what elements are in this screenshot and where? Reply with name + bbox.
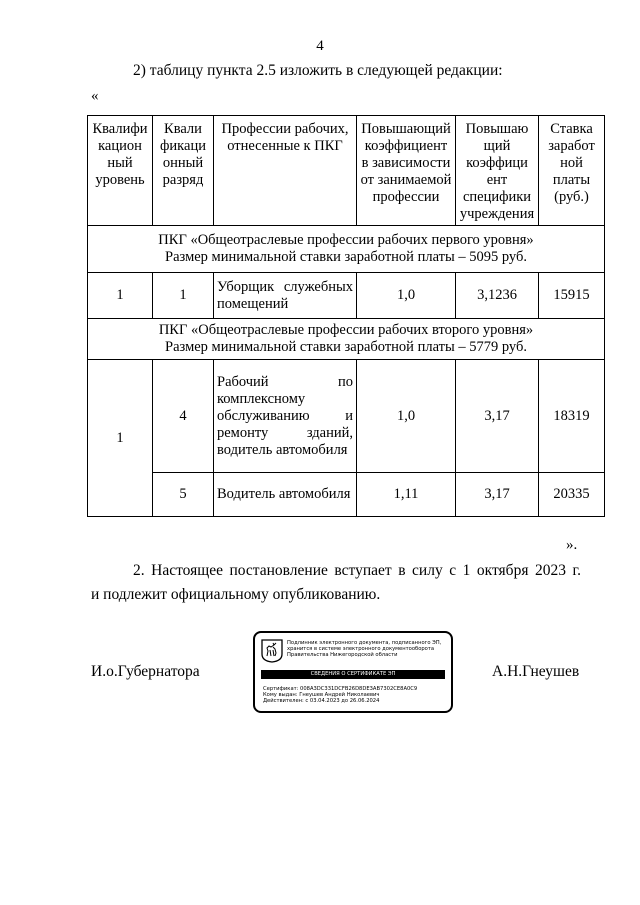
intro-text: 2) таблицу пункта 2.5 изложить в следующей редакции: xyxy=(133,62,503,79)
header-qualification-grade: Квали фикаци онный разряд xyxy=(153,116,214,226)
cell-profession: Рабочий по комплексному обслуживанию и ремонту зданий, водитель автомобиля xyxy=(214,360,357,473)
group-title: ПКГ «Общеотраслевые профессии рабочих первого уровня» xyxy=(158,232,534,248)
cell-coefficient: 1,11 xyxy=(357,473,456,517)
header-specificity-coefficient: Повышаю щий коэффици ент специфики учреждения xyxy=(456,116,539,226)
cell-profession: Уборщик служебных помещений xyxy=(214,273,357,319)
table-header-row xyxy=(88,116,605,226)
stamp-validity: Действителен: с 03.04.2023 до 26.06.2024 xyxy=(263,698,380,705)
table-row xyxy=(88,273,605,319)
page-number: 4 xyxy=(316,38,324,54)
signatory-name: А.Н.Гнеушев xyxy=(492,663,580,680)
cell-specificity: 3,17 xyxy=(456,360,539,473)
table-row xyxy=(88,360,605,473)
paragraph-publication: и подлежит официальному опубликованию. xyxy=(91,586,381,603)
cell-grade: 1 xyxy=(153,273,214,319)
cell-coefficient: 1,0 xyxy=(357,273,456,319)
cell-rate: 20335 xyxy=(539,473,605,517)
cell-grade: 5 xyxy=(153,473,214,517)
stamp-header xyxy=(287,640,449,659)
header-qualification-level: Квалифи кацион ный уровень xyxy=(88,116,153,226)
stamp-line: Правительства Нижегородской области xyxy=(287,652,398,659)
cell-level: 1 xyxy=(88,273,153,319)
group-row-first-level xyxy=(88,226,605,273)
group-row-second-level xyxy=(88,319,605,360)
stamp-certificate-details xyxy=(263,686,449,705)
cell-specificity: 3,17 xyxy=(456,473,539,517)
header-profession-coefficient: Повышающий коэффициент в зависимости от занимаемой профессии xyxy=(357,116,456,226)
group-subtitle: Размер минимальной ставки заработной платы – 5779 руб. xyxy=(165,339,527,355)
cell-rate: 18319 xyxy=(539,360,605,473)
header-professions: Профессии рабочих, отнесенные к ПКГ xyxy=(214,116,357,226)
group-subtitle: Размер минимальной ставки заработной платы – 5095 руб. xyxy=(165,249,527,265)
table-row xyxy=(88,473,605,517)
cell-specificity: 3,1236 xyxy=(456,273,539,319)
stamp-line: Подлинник электронного документа, подписанного ЭП, xyxy=(287,640,442,646)
paragraph-effective-date: 2. Настоящее постановление вступает в силу с 1 октября 2023 г. xyxy=(133,562,581,579)
cell-rate: 15915 xyxy=(539,273,605,319)
stamp-issued-to: Кому выдан: Гнеушев Андрей Николаевич xyxy=(263,692,380,699)
deer-emblem-icon xyxy=(261,639,283,663)
stamp-line: хранится в системе электронного документооборота xyxy=(287,646,435,653)
close-quote: ». xyxy=(566,537,578,553)
signatory-position: И.о.Губернатора xyxy=(91,663,200,680)
stamp-certificate-bar: СВЕДЕНИЯ О СЕРТИФИКАТЕ ЭП xyxy=(261,670,445,679)
electronic-signature-stamp xyxy=(253,631,453,713)
cell-coefficient: 1,0 xyxy=(357,360,456,473)
cell-grade: 4 xyxy=(153,360,214,473)
cell-profession: Водитель автомобиля xyxy=(214,473,357,517)
wage-rate-table xyxy=(87,115,605,517)
cell-level: 1 xyxy=(88,360,153,517)
open-quote: « xyxy=(91,88,99,104)
header-wage-rate: Ставка заработ ной платы (руб.) xyxy=(539,116,605,226)
group-title: ПКГ «Общеотраслевые профессии рабочих второго уровня» xyxy=(158,322,534,338)
stamp-certificate-number: Сертификат: 008A3DC331DCFB26D8DE3AB7302CE8A0C9 xyxy=(263,686,418,692)
